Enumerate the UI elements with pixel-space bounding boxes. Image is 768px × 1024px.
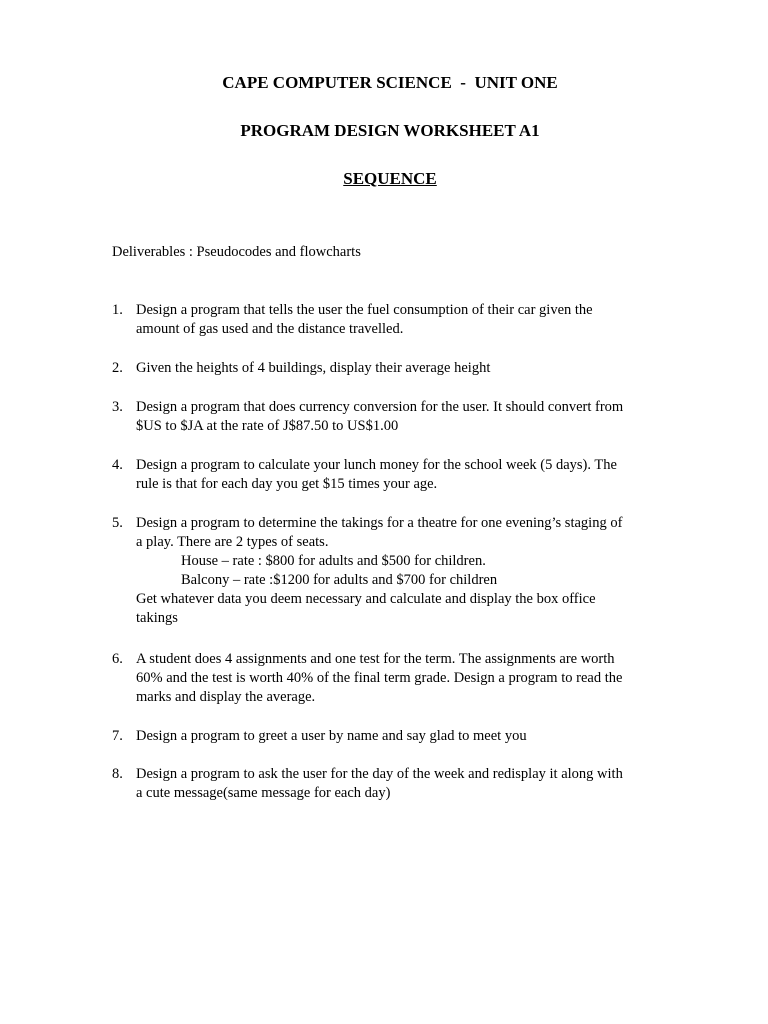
question-3 <box>112 398 712 436</box>
question-1 <box>112 301 712 339</box>
question-4 <box>112 456 712 494</box>
question-line: Design a program to determine the takings for a theatre for one evening’s staging of <box>136 515 623 531</box>
question-6 <box>112 650 712 707</box>
question-number: 3. <box>112 399 123 415</box>
question-line: A student does 4 assignments and one test for the term. The assignments are worth <box>136 651 615 667</box>
question-text <box>136 359 712 378</box>
question-line: rule is that for each day you get $15 times your age. <box>136 476 438 492</box>
question-line: Get whatever data you deem necessary and calculate and display the box office <box>136 591 596 607</box>
question-line: marks and display the average. <box>136 689 316 705</box>
question-text <box>136 301 712 339</box>
question-7 <box>112 727 712 746</box>
question-line: Design a program that tells the user the fuel consumption of their car given the <box>136 302 593 318</box>
question-line: amount of gas used and the distance travelled. <box>136 321 404 337</box>
question-line: $US to $JA at the rate of J$87.50 to US$1.00 <box>136 418 399 434</box>
question-5 <box>112 514 712 628</box>
course-title: CAPE COMPUTER SCIENCE - UNIT ONE <box>222 73 558 92</box>
question-number: 6. <box>112 651 123 667</box>
question-2 <box>112 359 712 378</box>
question-number: 2. <box>112 360 123 376</box>
deliverables-text: Deliverables : Pseudocodes and flowcharts <box>112 244 361 260</box>
question-text <box>136 650 712 707</box>
question-number: 4. <box>112 457 123 473</box>
question-line: 60% and the test is worth 40% of the final term grade. Design a program to read the <box>136 670 623 686</box>
seat-rate-balcony: Balcony – rate :$1200 for adults and $700 for children <box>181 572 498 588</box>
question-number: 7. <box>112 728 123 744</box>
question-text <box>136 398 712 436</box>
worksheet-title: PROGRAM DESIGN WORKSHEET A1 <box>240 121 540 140</box>
question-text <box>136 765 712 803</box>
question-line: Design a program to greet a user by name and say glad to meet you <box>136 728 527 744</box>
question-text <box>136 456 712 494</box>
question-line: takings <box>136 610 178 626</box>
question-line: a play. There are 2 types of seats. <box>136 534 329 550</box>
question-line: Design a program that does currency conversion for the user. It should convert from <box>136 399 624 415</box>
question-8 <box>112 765 712 803</box>
seat-rate-house: House – rate : $800 for adults and $500 for children. <box>181 553 486 569</box>
question-line: a cute message(same message for each day) <box>136 785 391 801</box>
question-line: Given the heights of 4 buildings, display their average height <box>136 360 491 376</box>
question-number: 8. <box>112 766 123 782</box>
question-text <box>136 727 712 746</box>
question-number: 1. <box>112 302 123 318</box>
question-line: Design a program to calculate your lunch money for the school week (5 days). The <box>136 457 617 473</box>
question-number: 5. <box>112 515 123 531</box>
topic-heading: SEQUENCE <box>343 169 437 188</box>
question-text <box>136 514 712 628</box>
question-line: Design a program to ask the user for the day of the week and redisplay it along with <box>136 766 623 782</box>
